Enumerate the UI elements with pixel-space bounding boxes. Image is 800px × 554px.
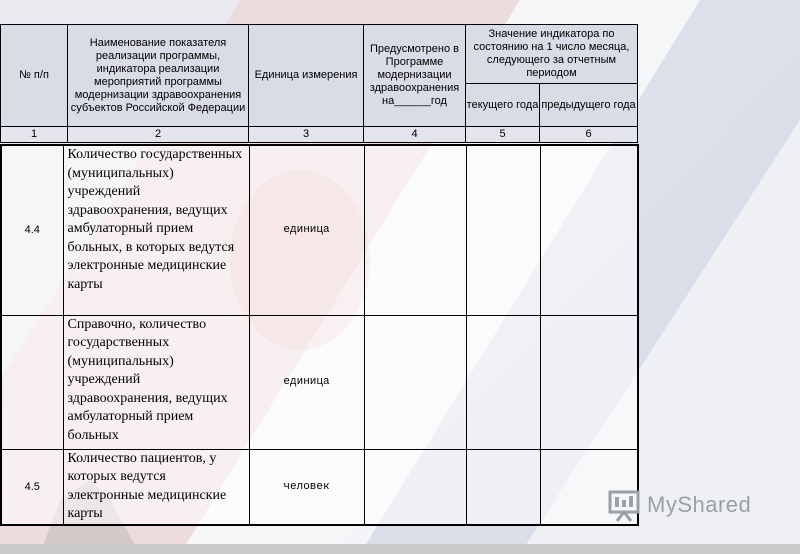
row-planned-value — [364, 449, 466, 525]
header-previous-year: предыдущего года — [540, 84, 638, 127]
table-row — [1, 449, 638, 525]
column-number: 6 — [540, 127, 638, 143]
row-planned-value — [364, 315, 466, 449]
header-indicator-name-column: Наименование показателя реализации программы, индикатора реализации мероприятий программы модернизации здравоохранения субъектов Российской Федерации — [68, 25, 249, 127]
header-value-group: Значение индикатора по состоянию на 1 число месяца, следующего за отчетным периодом — [466, 25, 638, 84]
header-planned-column: Предусмотрено в Программе модернизации здравоохранения на______год — [364, 25, 466, 127]
table-body — [0, 144, 637, 526]
row-planned-value — [364, 145, 466, 315]
header-current-year: текущего года — [466, 84, 540, 127]
row-number — [1, 315, 63, 449]
row-unit: человек — [249, 449, 364, 525]
row-current-year-value — [466, 145, 540, 315]
table-row — [1, 315, 638, 449]
column-number: 1 — [1, 127, 68, 143]
row-unit: единица — [249, 315, 364, 449]
row-indicator-name: Количество пациентов, у которых ведутся электронные медицинские карты — [63, 449, 249, 525]
myshared-watermark — [607, 488, 751, 522]
table-header — [0, 24, 637, 143]
header-number-column: № п/п — [1, 25, 68, 127]
row-previous-year-value — [540, 315, 638, 449]
row-indicator-name: Количество государственных (муниципальных) учреждений здравоохранения, ведущих амбулаторный прием больных, в которых ведутся электронные медицинские карты — [63, 145, 249, 315]
column-number: 4 — [364, 127, 466, 143]
row-current-year-value — [466, 315, 540, 449]
row-indicator-name: Справочно, количество государственных (муниципальных) учреждений здравоохранения, ведущих амбулаторный прием больных — [63, 315, 249, 449]
table-row — [1, 145, 638, 315]
row-unit: единица — [249, 145, 364, 315]
presentation-board-icon — [607, 488, 641, 522]
row-previous-year-value — [540, 145, 638, 315]
watermark-text: MyShared — [647, 492, 752, 517]
column-number: 3 — [249, 127, 364, 143]
column-number: 2 — [68, 127, 249, 143]
row-current-year-value — [466, 449, 540, 525]
row-number: 4.5 — [1, 449, 63, 525]
header-unit-column: Единица измерения — [249, 25, 364, 127]
bottom-bar — [0, 544, 800, 554]
column-number: 5 — [466, 127, 540, 143]
row-number: 4.4 — [1, 145, 63, 315]
